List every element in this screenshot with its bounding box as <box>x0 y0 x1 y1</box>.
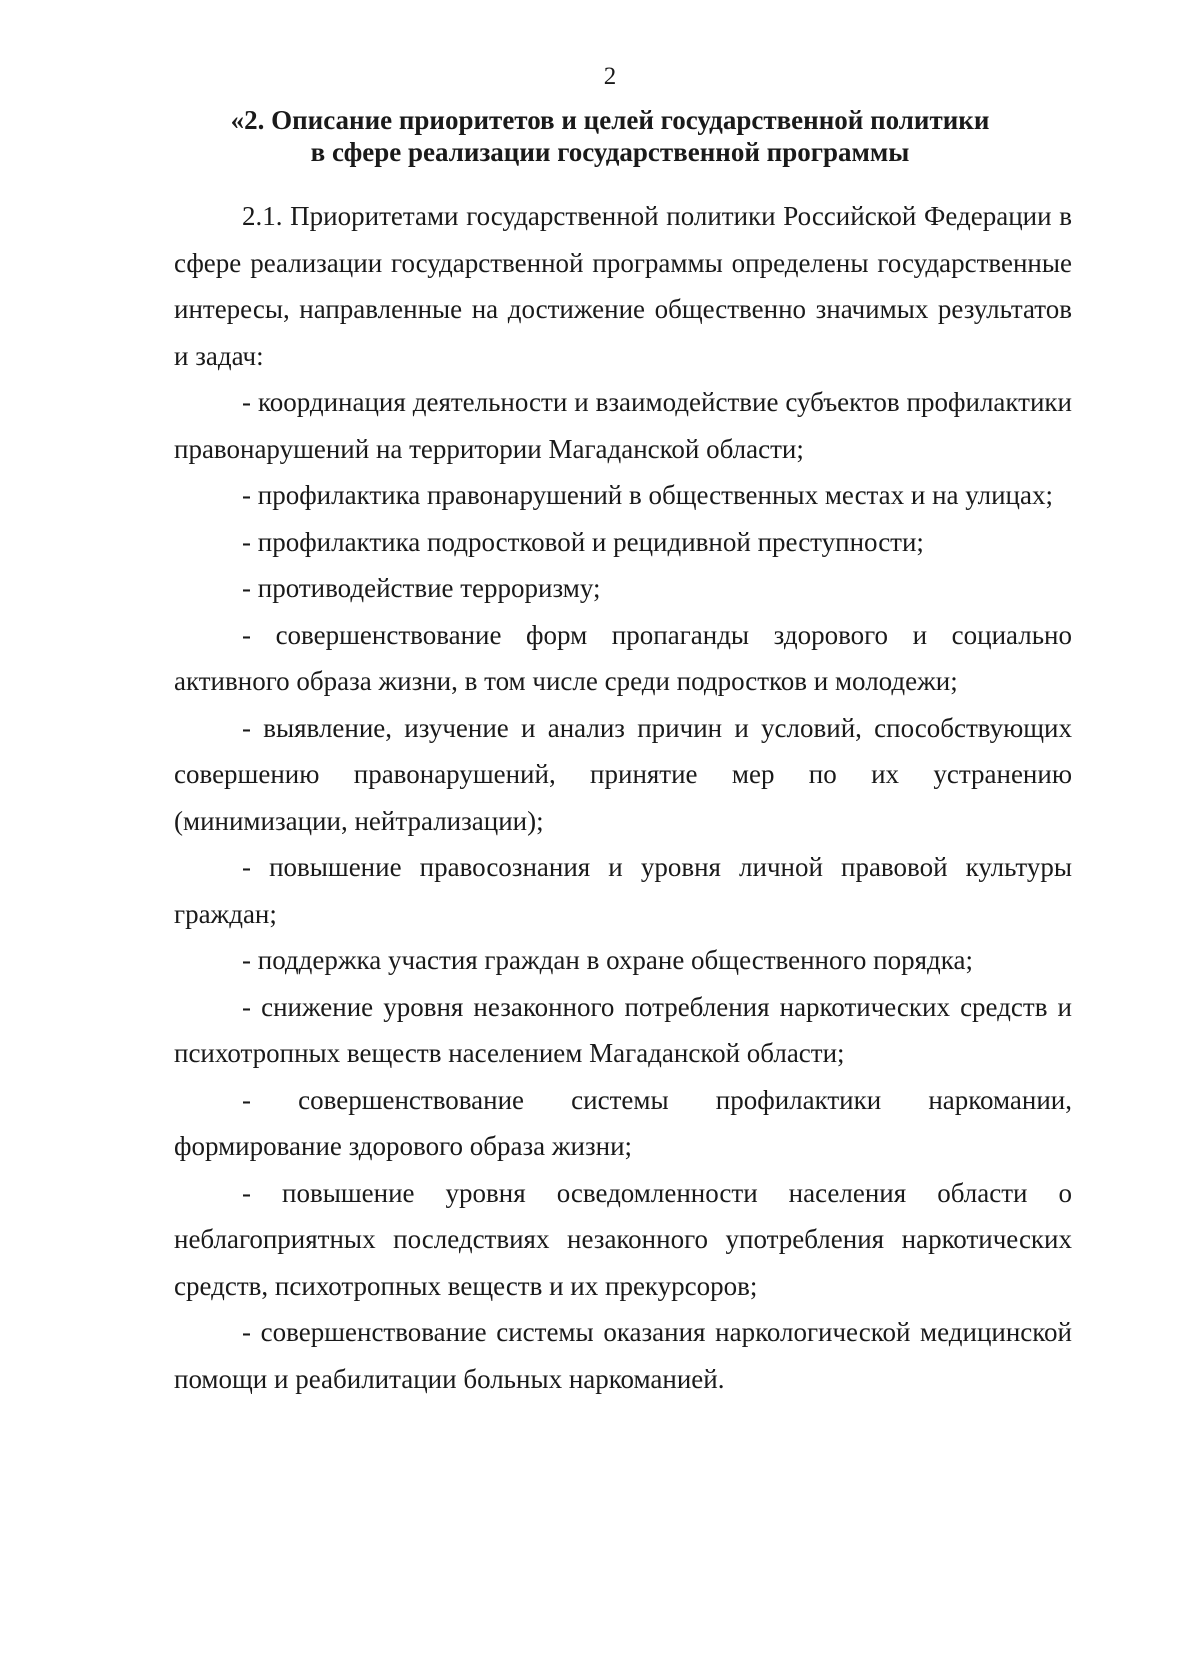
list-item: - поддержка участия граждан в охране общественного порядка; <box>242 945 973 975</box>
list-item: - совершенствование системы профилактики наркомании, формирование здорового образа жизни; <box>174 1084 1072 1161</box>
list-item: - профилактика подростковой и рецидивной преступности; <box>242 526 924 557</box>
section-heading-line-2: в сфере реализации государственной программы <box>310 137 910 167</box>
paragraph-intro: 2.1. Приоритетами государственной политики Российской Федерации в сфере реализации государственной программы определены государственные интересы, направленные на достижение общественно значимых результатов и задач: <box>174 201 1072 371</box>
section-heading <box>150 104 1070 168</box>
list-item: - снижение уровня незаконного потребления наркотических средств и психотропных веществ населением Магаданской области; <box>174 991 1072 1068</box>
list-item: - совершенствование форм пропаганды здорового и социально активного образа жизни, в том числе среди подростков и молодежи; <box>174 619 1072 696</box>
list-item: - совершенствование системы оказания наркологической медицинской помощи и реабилитации больных наркоманией. <box>174 1317 1072 1394</box>
body-text <box>174 193 1072 1402</box>
page-number: 2 <box>603 63 617 90</box>
list-item: - противодействие терроризму; <box>242 573 601 603</box>
list-item: - повышение правосознания и уровня личной правовой культуры граждан; <box>174 852 1072 929</box>
list-item: - координация деятельности и взаимодействие субъектов профилактики правонарушений на территории Магаданской области; <box>174 387 1072 464</box>
list-item: - профилактика правонарушений в общественных местах и на улицах; <box>242 480 1053 510</box>
list-item: - повышение уровня осведомленности населения области о неблагоприятных последствиях незаконного употребления наркотических средств, психотропных веществ и их прекурсоров; <box>174 1177 1072 1301</box>
list-item: - выявление, изучение и анализ причин и условий, способствующих совершению правонарушений, принятие мер по их устранению (минимизации, нейтрализации); <box>174 712 1072 836</box>
section-heading-line-1: «2. Описание приоритетов и целей государственной политики <box>230 105 990 135</box>
